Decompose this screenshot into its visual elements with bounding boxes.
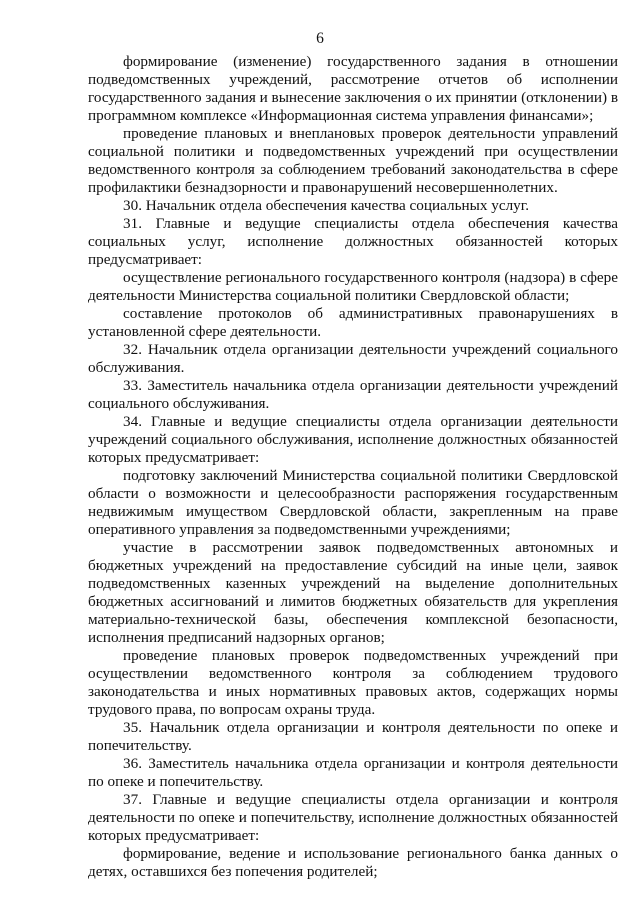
paragraph: составление протоколов об административных правонарушениях в установленной сфере деятельности.: [88, 305, 618, 340]
paragraph: 33. Заместитель начальника отдела организации деятельности учреждений социального обслуживания.: [88, 377, 618, 412]
paragraph: 30. Начальник отдела обеспечения качества социальных услуг.: [123, 197, 530, 214]
paragraph: формирование (изменение) государственного задания в отношении подведомственных учреждений, рассмотрение отчетов об исполнении государственного задания и вынесение заключения о их принятии (отклонении) в программном комплексе «Информационная система управления финансами»;: [88, 53, 618, 124]
paragraph: 37. Главные и ведущие специалисты отдела организации и контроля деятельности по опеке и попечительству, исполнение должностных обязанностей которых предусматривает:: [88, 791, 618, 844]
paragraph: 31. Главные и ведущие специалисты отдела обеспечения качества социальных услуг, исполнение должностных обязанностей которых предусматривает:: [88, 215, 618, 268]
paragraph: проведение плановых проверок подведомственных учреждений при осуществлении ведомственного контроля за соблюдением трудового законодательства и иных нормативных правовых актов, содержащих нормы трудового права, по вопросам охраны труда.: [88, 647, 618, 718]
document-body: [88, 53, 618, 881]
paragraph: формирование, ведение и использование регионального банка данных о детях, оставшихся без попечения родителей;: [88, 845, 618, 880]
paragraph: 36. Заместитель начальника отдела организации и контроля деятельности по опеке и попечительству.: [88, 755, 618, 790]
paragraph: проведение плановых и внеплановых проверок деятельности управлений социальной политики и подведомственных учреждений при осуществлении ведомственного контроля за соблюдением требований законодательства в сфере профилактики безнадзорности и правонарушений несовершеннолетних.: [88, 125, 618, 196]
paragraph: 32. Начальник отдела организации деятельности учреждений социального обслуживания.: [88, 341, 618, 376]
paragraph: осуществление регионального государственного контроля (надзора) в сфере деятельности Министерства социальной политики Свердловской области;: [88, 269, 618, 304]
paragraph: участие в рассмотрении заявок подведомственных автономных и бюджетных учреждений на предоставление субсидий на иные цели, заявок подведомственных казенных учреждений на выделение дополнительных бюджетных ассигнований и лимитов бюджетных обязательств для укрепления материально-технической базы, обеспечения комплексной безопасности, исполнения предписаний надзорных органов;: [88, 539, 618, 646]
paragraph: 35. Начальник отдела организации и контроля деятельности по опеке и попечительству.: [88, 719, 618, 754]
page-number: 6: [316, 30, 324, 47]
paragraph: подготовку заключений Министерства социальной политики Свердловской области о возможности и целесообразности распоряжения государственным недвижимым имуществом Свердловской области, закрепленным на праве оперативного управления за подведомственными учреждениями;: [88, 467, 618, 538]
paragraph: 34. Главные и ведущие специалисты отдела организации деятельности учреждений социального обслуживания, исполнение должностных обязанностей которых предусматривает:: [88, 413, 618, 466]
